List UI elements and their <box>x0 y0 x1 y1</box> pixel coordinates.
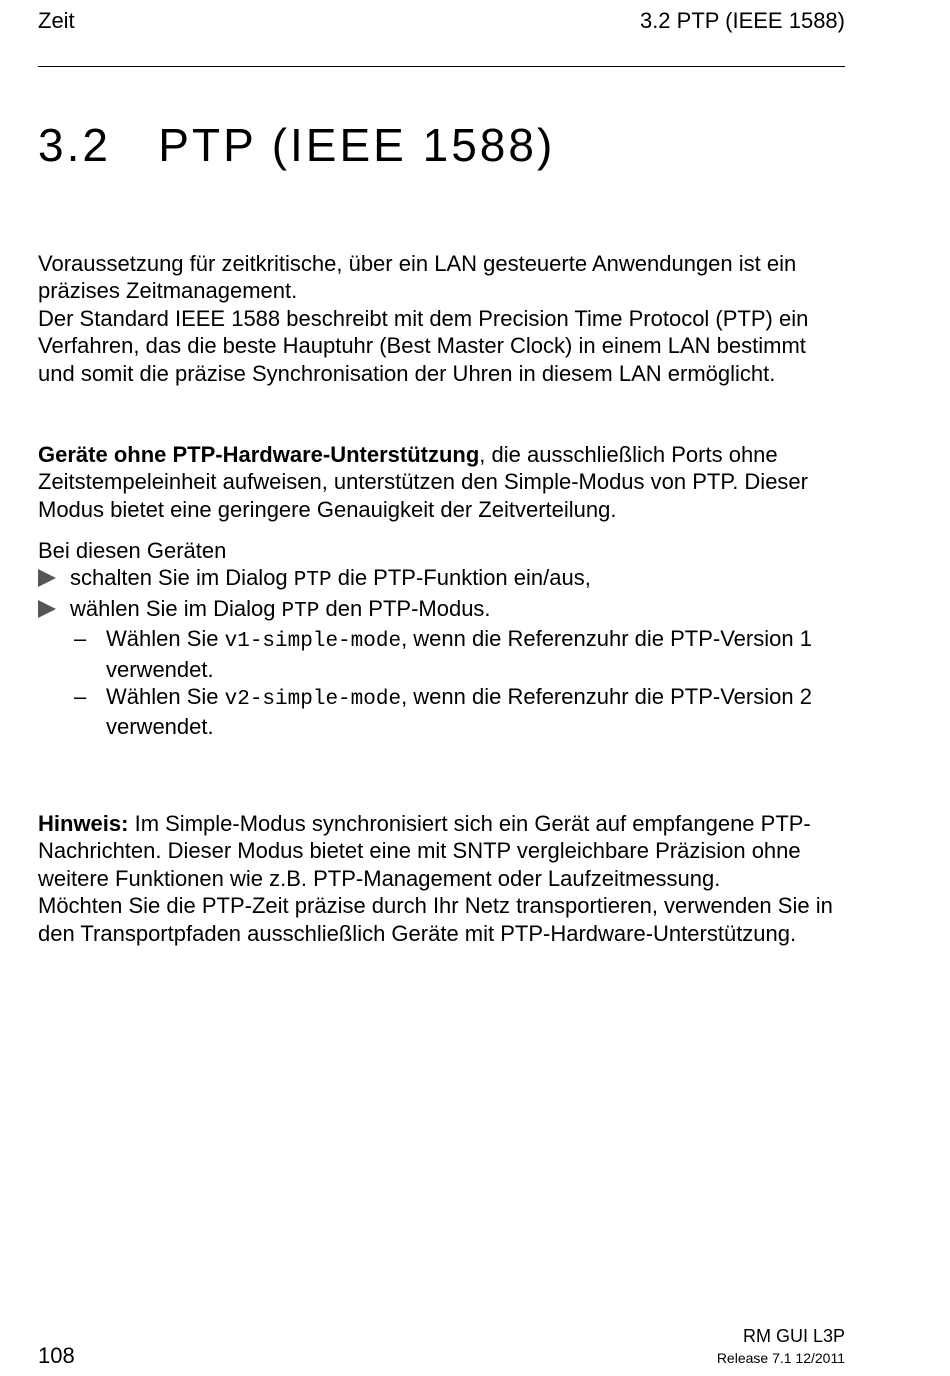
chapter-heading <box>38 118 555 172</box>
steps-intro: Bei diesen Geräten <box>38 538 227 563</box>
hardware-bold-term: Geräte ohne PTP-Hardware-Unterstützung <box>38 442 480 467</box>
header-divider <box>38 66 845 67</box>
note-block <box>38 810 848 947</box>
step-arrow-icon <box>38 600 56 618</box>
step-arrow-icon <box>38 569 56 587</box>
page-number: 108 <box>38 1343 75 1368</box>
intro-paragraph-1: Voraussetzung für zeitkritische, über ein LAN gesteuerte Anwendungen ist ein präzises Zeitmanagement. <box>38 251 797 304</box>
substep-2-text: Wählen Sie <box>106 684 225 710</box>
step-2-text-end: den PTP-Modus. <box>319 595 491 621</box>
step-1-text-end: die PTP-Funktion ein/aus, <box>331 565 591 591</box>
note-paragraph-2: Möchten Sie die PTP-Zeit präzise durch Ihr Netz transportieren, verwenden Sie in den Transportpfaden ausschließlich Geräte mit PTP-Hardware-Unterstützung. <box>38 893 833 946</box>
step-1-text: schalten Sie im Dialog <box>70 565 294 591</box>
header-section-label: Zeit <box>38 8 75 33</box>
substep-1-text-end: , wenn die Referenzuhr die PTP-Version 1 verwendet. <box>106 626 812 682</box>
steps-block <box>38 537 848 741</box>
step-2 <box>38 595 848 625</box>
substep-2 <box>74 683 848 741</box>
hardware-text: , die ausschließlich Ports ohne Zeitstempeleinheit aufweisen, unterstützen den Simple-Modus von PTP. Dieser Modus bietet eine geringere Genauigkeit der Zeitverteilung. <box>38 442 808 522</box>
substep-2-mode: v2-simple-mode <box>224 688 402 712</box>
substep-2-text-end: , wenn die Referenzuhr die PTP-Version 2 verwendet. <box>106 684 812 740</box>
step-2-text: wählen Sie im Dialog <box>70 595 282 621</box>
dash-marker: – <box>74 684 87 710</box>
chapter-number: 3.2 <box>38 119 111 171</box>
substep-1-text: Wählen Sie <box>106 626 225 652</box>
hardware-paragraph <box>38 441 848 523</box>
step-2-dialog: PTP <box>281 599 320 623</box>
footer-document-title: RM GUI L3P <box>742 1326 845 1346</box>
chapter-title: PTP (IEEE 1588) <box>158 119 556 171</box>
note-label: Hinweis: <box>38 811 129 836</box>
header-chapter-label: 3.2 PTP (IEEE 1588) <box>639 8 845 33</box>
note-paragraph-1: Im Simple-Modus synchronisiert sich ein Gerät auf empfangene PTP-Nachrichten. Dieser Modus bietet eine mit SNTP vergleichbare Präzision ohne weitere Funktionen wie z.B. PTP-Management oder Laufzeitmessung. <box>38 811 811 891</box>
intro-block <box>38 250 848 387</box>
step-1-dialog: PTP <box>293 569 332 593</box>
footer-release: Release 7.1 12/2011 <box>716 1350 845 1366</box>
step-1 <box>38 564 848 594</box>
dash-marker: – <box>74 626 87 652</box>
intro-paragraph-2: Der Standard IEEE 1588 beschreibt mit dem Precision Time Protocol (PTP) ein Verfahren, das die beste Hauptuhr (Best Master Clock) in einem LAN bestimmt und somit die präzise Synchronisation der Uhren in diesem LAN ermöglicht. <box>38 305 809 386</box>
substep-1 <box>74 625 848 683</box>
substep-1-mode: v1-simple-mode <box>224 630 402 654</box>
